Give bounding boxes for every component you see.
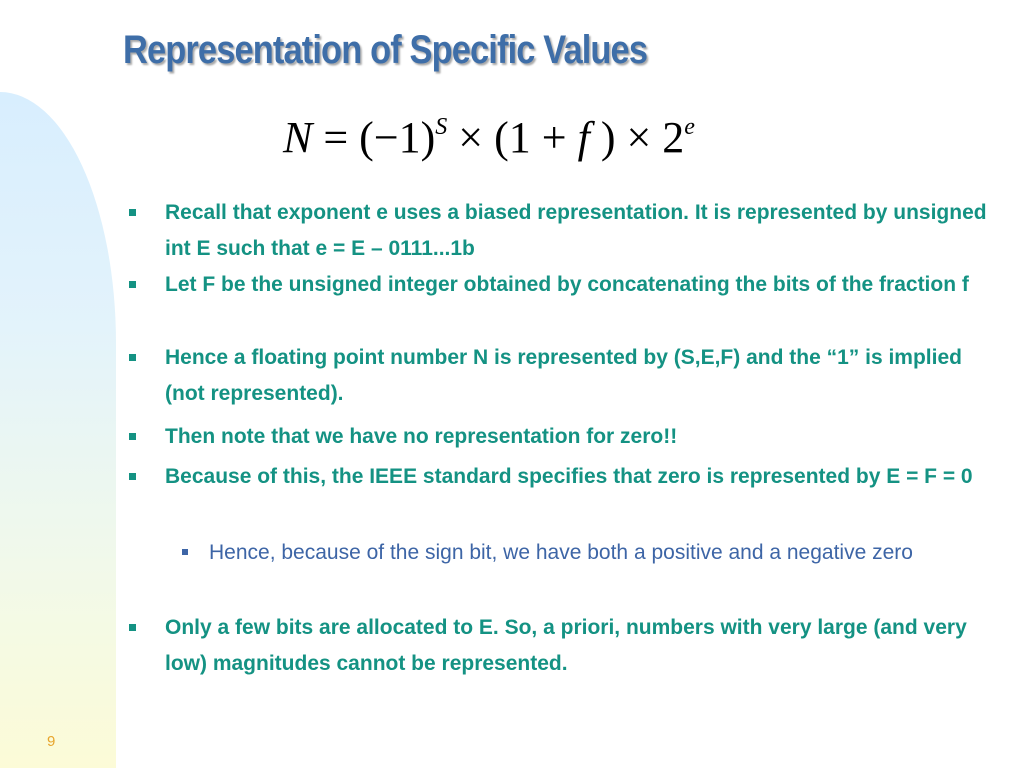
- formula-base: ) × 2: [589, 113, 685, 162]
- bullet-item: [165, 267, 1005, 303]
- bullet-text: Recall that exponent e uses a biased representation. It is represented by unsigned int E such that e = E – 0111...1b: [165, 201, 987, 260]
- bullet-marker: [129, 624, 136, 631]
- bullet-item: [165, 419, 1005, 455]
- bullet-item: [165, 340, 1005, 412]
- bullet-text: Then note that we have no representation for zero!!: [165, 425, 678, 448]
- slide-title: Representation of Specific Values: [123, 28, 648, 72]
- bullet-marker: [129, 281, 136, 288]
- sub-bullet-marker: [182, 549, 188, 555]
- bullet-marker: [129, 209, 136, 216]
- page-number: 9: [47, 733, 56, 750]
- bullet-item: [165, 195, 1005, 267]
- sub-bullet-item: [209, 535, 999, 571]
- bullet-text: Let F be the unsigned integer obtained by concatenating the bits of the fraction f: [165, 273, 969, 296]
- formula-s-exponent: S: [435, 114, 448, 140]
- formula-n: N: [283, 113, 313, 162]
- bullet-item: [165, 610, 1005, 682]
- bullet-text: Only a few bits are allocated to E. So, a priori, numbers with very large (and very low) magnitudes cannot be represented.: [165, 616, 967, 675]
- formula-sign: = (−1): [312, 113, 436, 162]
- bullet-marker: [129, 433, 136, 440]
- formula-f: f: [577, 113, 590, 162]
- bullet-marker: [129, 354, 136, 361]
- bullet-marker: [129, 473, 136, 480]
- formula-mantissa: × (1 +: [447, 113, 578, 162]
- bullet-text: Hence a floating point number N is represented by (S,E,F) and the “1” is implied (not represented).: [165, 346, 962, 405]
- bullet-text: Because of this, the IEEE standard specifies that zero is represented by E = F = 0: [165, 465, 973, 488]
- sub-bullet-text: Hence, because of the sign bit, we have both a positive and a negative zero: [209, 541, 913, 564]
- formula-e-exponent: e: [684, 114, 695, 140]
- bullet-item: [165, 459, 1005, 495]
